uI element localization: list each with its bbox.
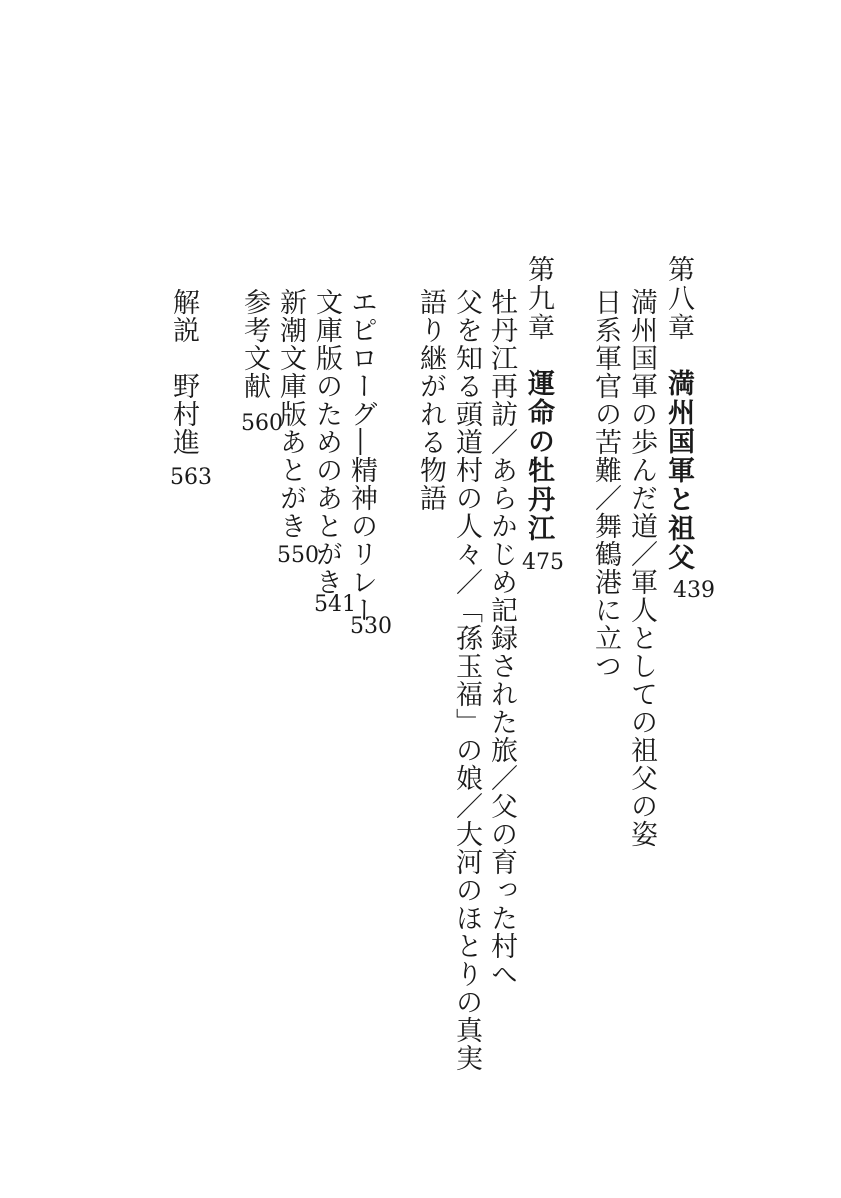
shincho-afterword-page: 550 bbox=[277, 543, 319, 568]
chapter-8-sections-2: 日系軍官の苦難／舞鶴港に立つ bbox=[590, 288, 621, 680]
chapter-9-sections-1: 牡丹江再訪／あらかじめ記録された旅／父の育った村へ bbox=[486, 288, 517, 988]
commentary-page: 563 bbox=[170, 465, 212, 490]
chapter-8-label: 第八章 bbox=[663, 255, 694, 342]
chapter-9-title: 運命の牡丹江 bbox=[523, 369, 554, 543]
chapter-9-sections-3: 語り継がれる物語 bbox=[415, 288, 446, 512]
epilogue-entry[interactable]: エピローグ―精神のリレー bbox=[346, 288, 377, 624]
chapter-9-heading[interactable] bbox=[525, 255, 552, 543]
chapter-8-heading[interactable] bbox=[665, 255, 692, 572]
bunko-afterword-page: 541 bbox=[314, 592, 356, 617]
chapter-9-label: 第九章 bbox=[523, 255, 554, 342]
chapter-8-sections-1: 満州国軍の歩んだ道／軍人としての祖父の姿 bbox=[626, 288, 657, 848]
bunko-afterword-entry[interactable]: 文庫版のためのあとがき bbox=[311, 288, 342, 596]
chapter-8-page: 439 bbox=[673, 578, 715, 603]
chapter-9-sections-2: 父を知る頭道村の人々／「孫玉福」の娘／大河のほとりの真実 bbox=[451, 288, 482, 1072]
chapter-9-page: 475 bbox=[522, 550, 564, 575]
chapter-8-title: 満州国軍と祖父 bbox=[663, 369, 694, 572]
epilogue-page: 530 bbox=[350, 614, 392, 639]
commentary-entry[interactable]: 解説 野村進 bbox=[168, 288, 199, 456]
shincho-afterword-entry[interactable]: 新潮文庫版あとがき bbox=[275, 288, 306, 540]
references-entry[interactable]: 参考文献 bbox=[239, 288, 270, 400]
references-page: 560 bbox=[241, 411, 283, 436]
